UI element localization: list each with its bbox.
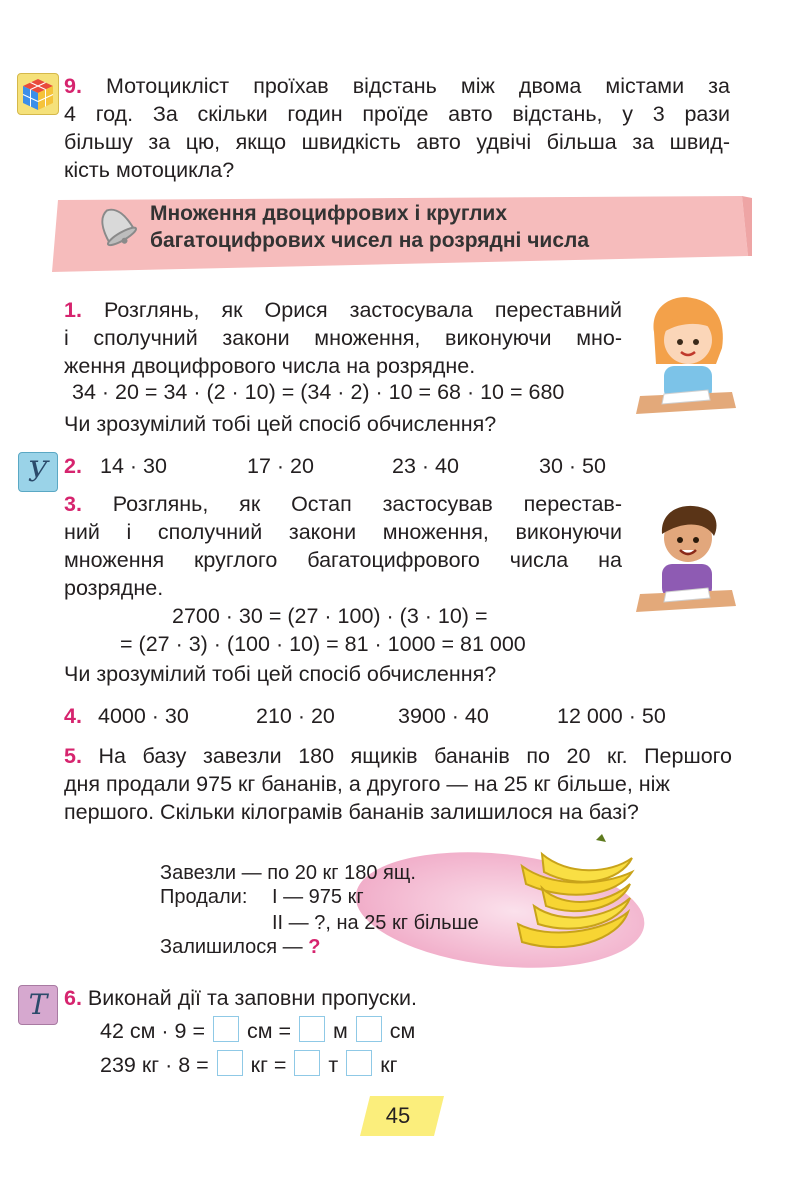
row-1-unit-3: см (389, 1019, 416, 1043)
task-3-line-1: Розглянь, як Остап застосував перестав- (112, 492, 622, 516)
row-1-expression: 42 см · 9 = (100, 1019, 206, 1043)
task-6-row-1 (100, 1016, 415, 1045)
row-1-unit-2: м (333, 1019, 348, 1043)
page-number: 45 (385, 1103, 411, 1128)
task-3-question: Чи зрозумiлий тобi цей спосiб обчислення? (64, 662, 497, 686)
task-2-item-3: 23 · 40 (392, 454, 459, 478)
topic-title (150, 200, 589, 254)
note-brought: Завезли — по 20 кг 180 ящ. (160, 862, 416, 884)
task-1-formula: 34 · 20 = 34 · (2 · 10) = (34 · 2) · 10 = 68 · 10 = 680 (72, 380, 565, 404)
task-5-line-1: На базу завезли 180 ящикiв бананiв по 20 кг. Першого (98, 744, 732, 768)
task-3 (64, 490, 622, 602)
row-2-unit-3: кг (380, 1053, 398, 1077)
row-2-blank-3[interactable] (346, 1050, 372, 1076)
t-letter-icon: Т (18, 985, 58, 1025)
task-9-number: 9. (64, 74, 82, 98)
task-3-number: 3. (64, 492, 82, 516)
task-5 (64, 742, 732, 826)
note-sold-1: I — 975 кг (272, 886, 364, 908)
task-1-number: 1. (64, 298, 82, 322)
row-2-unit-1: кг = (250, 1053, 287, 1077)
task-6-row-2 (100, 1050, 397, 1079)
topic-title-line-2: багатоцифрових чисел на розряднi числа (150, 229, 590, 252)
task-2-item-1: 14 · 30 (100, 454, 167, 478)
task-9-line-2: 4 год. За скiльки годин проїде авто вiдстань, у 3 рази (64, 102, 730, 126)
task-4-item-4: 12 000 · 50 (557, 704, 666, 728)
task-4-number: 4. (64, 704, 82, 728)
task-3-line-3: множення круглого багатоцифрового числа на (64, 548, 622, 572)
note-left (160, 934, 320, 961)
note-sold-2: II — ?, на 25 кг бiльше (272, 912, 479, 934)
row-2-expression: 239 кг · 8 = (100, 1053, 209, 1077)
task-3-formula-1: 2700 · 30 = (27 · 100) · (3 · 10) = (172, 604, 488, 628)
task-2-item-4: 30 · 50 (539, 454, 606, 478)
task-5-line-3: першого. Скiльки кiлограмiв бананiв залишилося на базi? (64, 800, 639, 824)
row-1-unit-1: см = (246, 1019, 292, 1043)
task-2-item-2: 17 · 20 (247, 454, 314, 478)
task-6-heading (64, 984, 417, 1012)
note-left-label: Залишилося — (160, 936, 303, 958)
topic-title-line-1: Множення двоцифрових i круглих (150, 202, 508, 225)
task-4-item-3: 3900 · 40 (398, 704, 489, 728)
row-2-blank-2[interactable] (294, 1050, 320, 1076)
u-letter-icon: У (18, 452, 58, 492)
task-4-item-2: 210 · 20 (256, 704, 335, 728)
row-1-blank-2[interactable] (299, 1016, 325, 1042)
row-1-blank-3[interactable] (356, 1016, 382, 1042)
task-9-line-1: Мотоциклiст проїхав вiдстань мiж двома мiстами за (106, 74, 730, 98)
task-1-question: Чи зрозумiлий тобi цей спосiб обчислення? (64, 412, 497, 436)
note-question-mark: ? (308, 936, 321, 958)
note-sold-label: Продали: (160, 886, 248, 908)
task-5-number: 5. (64, 744, 82, 768)
task-5-line-2: дня продали 975 кг бананiв, а другого — на 25 кг бiльше, нiж (64, 772, 670, 796)
task-2-number-wrap (64, 452, 82, 480)
task-9 (64, 72, 730, 184)
row-1-blank-1[interactable] (213, 1016, 239, 1042)
task-6-number: 6. (64, 986, 82, 1010)
task-3-formula-2: = (27 · 3) · (100 · 10) = 81 · 1000 = 81 000 (120, 632, 526, 656)
task-4-number-wrap (64, 702, 82, 730)
bananas-illustration (512, 832, 638, 962)
bell-icon (88, 198, 144, 254)
task-3-line-4: розрядне. (64, 576, 164, 600)
row-2-unit-2: т (328, 1053, 339, 1077)
task-4-item-1: 4000 · 30 (98, 704, 189, 728)
task-1 (64, 296, 622, 380)
task-9-line-3: бiльшу за цю, якщо швидкiсть авто удвiчi бiльша за швид- (64, 130, 730, 154)
task-1-line-1: Розглянь, як Орися застосувала переставний (103, 298, 622, 322)
task-1-line-2: i сполучний закони множення, виконуючи мно- (64, 326, 622, 350)
task-6-instruction: Виконай дiї та заповни пропуски. (87, 986, 418, 1010)
task-1-line-3: ження двоцифрового числа на розрядне. (64, 354, 476, 378)
boy-illustration (636, 494, 736, 618)
task-2-number: 2. (64, 454, 82, 478)
row-2-blank-1[interactable] (217, 1050, 243, 1076)
task-9-line-4: кiсть мотоцикла? (64, 158, 235, 182)
rubik-cube-icon (17, 73, 59, 115)
girl-illustration (636, 292, 736, 420)
task-3-line-2: ний i сполучний закони множення, виконуючи (64, 520, 622, 544)
